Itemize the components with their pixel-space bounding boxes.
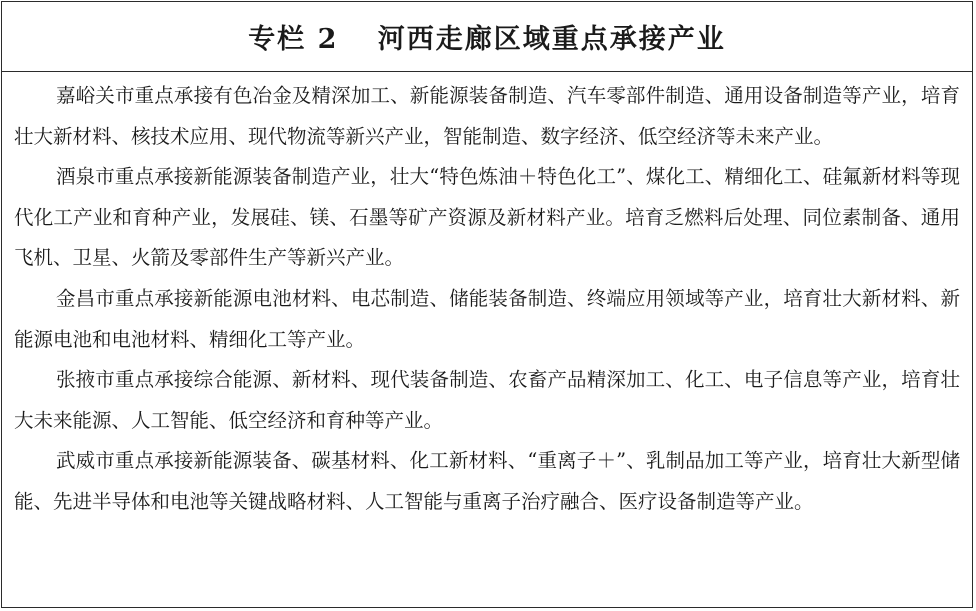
column-content	[2, 72, 972, 523]
paragraph-jiuquan: 酒泉市重点承接新能源装备制造产业，壮大“特色炼油＋特色化工”、煤化工、精细化工、硅氟新材料等现代化工产业和育种产业，发展硅、镁、石墨等矿产资源及新材料产业。培育乏燃料后处理、同位素制备、通用飞机、卫星、火箭及零部件生产等新兴产业。	[14, 165, 960, 270]
paragraph-zhangye: 张掖市重点承接综合能源、新材料、现代装备制造、农畜产品精深加工、化工、电子信息等产业，培育壮大未来能源、人工智能、低空经济和育种等产业。	[14, 368, 960, 432]
column-title-text: 河西走廊区域重点承接产业	[377, 24, 726, 55]
column-label: 专栏	[248, 24, 307, 55]
column-header	[2, 2, 972, 72]
column-title	[248, 17, 726, 56]
paragraph-jiayuguan: 嘉峪关市重点承接有色冶金及精深加工、新能源装备制造、汽车零部件制造、通用设备制造等产业，培育壮大新材料、核技术应用、现代物流等新兴产业，智能制造、数字经济、低空经济等未来产业。	[14, 84, 960, 148]
paragraph-wuwei: 武威市重点承接新能源装备、碳基材料、化工新材料、“重离子＋”、乳制品加工等产业，培育壮大新型储能、先进半导体和电池等关键战略材料、人工智能与重离子治疗融合、医疗设备制造等产业。	[14, 449, 960, 513]
paragraph-jinchang: 金昌市重点承接新能源电池材料、电芯制造、储能装备制造、终端应用领域等产业，培育壮大新材料、新能源电池和电池材料、精细化工等产业。	[14, 286, 960, 351]
column-number: 2	[317, 24, 339, 55]
column-box	[1, 1, 973, 608]
